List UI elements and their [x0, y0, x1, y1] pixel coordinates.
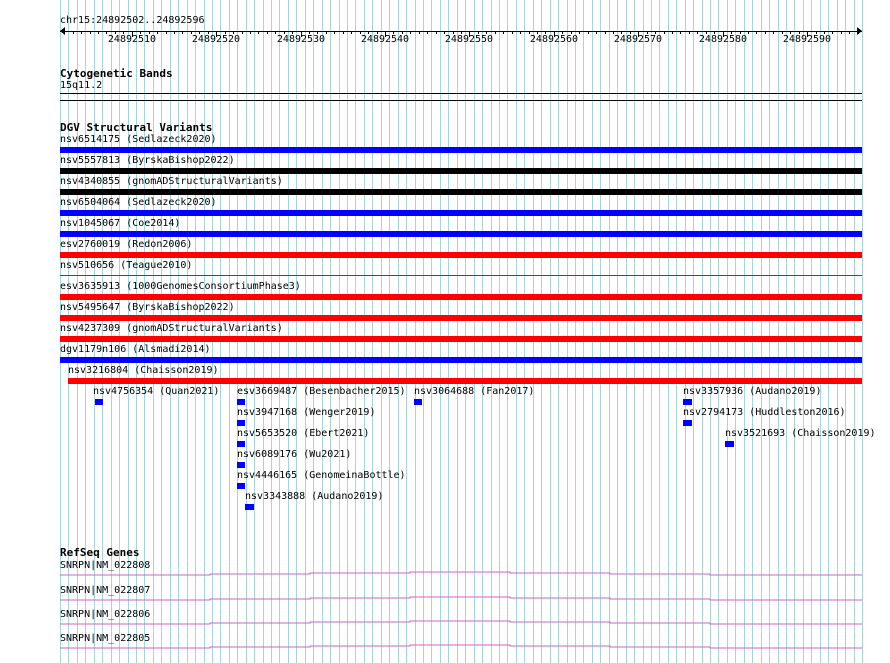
ruler-tick-label: 24892510 [107, 34, 157, 45]
ruler-minor-tick [334, 31, 335, 34]
ruler-minor-tick [427, 31, 428, 34]
dgv-track-title[interactable]: DGV Structural Variants [60, 121, 213, 134]
ruler-minor-tick [765, 31, 766, 34]
dgv-feature-bar[interactable] [60, 252, 862, 258]
dgv-feature-label[interactable]: nsv6089176 (Wu2021) [237, 449, 352, 460]
ruler-tick-label: 24892520 [191, 34, 241, 45]
cytoband-track-title[interactable]: Cytogenetic Bands [60, 67, 173, 80]
ruler-minor-tick [182, 31, 183, 34]
ruler-minor-tick [166, 31, 167, 34]
dgv-feature-bar[interactable] [414, 399, 422, 405]
dgv-feature-label[interactable]: nsv3216804 (Chaisson2019) [68, 365, 219, 376]
dgv-feature-label[interactable]: nsv510656 (Teague2010) [60, 260, 193, 271]
ruler-minor-tick [588, 31, 589, 34]
dgv-feature-label[interactable]: nsv4446165 (GenomeinaBottle) [237, 470, 406, 481]
ruler-minor-tick [267, 31, 268, 34]
dgv-feature-label[interactable]: esv3635913 (1000GenomesConsortiumPhase3) [60, 281, 301, 292]
ruler-minor-tick [664, 31, 665, 34]
dgv-feature-bar[interactable] [60, 147, 862, 153]
track-divider [60, 100, 862, 101]
ruler-minor-tick [275, 31, 276, 34]
dgv-feature-label[interactable]: nsv6504064 (Sedlazeck2020) [60, 197, 217, 208]
ruler-minor-tick [343, 31, 344, 34]
refseq-gene-label[interactable]: SNRPN|NM_022808 [60, 560, 151, 571]
dgv-feature-bar[interactable] [60, 336, 862, 342]
dgv-feature-label[interactable]: nsv5495647 (ByrskaBishop2022) [60, 302, 235, 313]
dgv-feature-bar[interactable] [237, 420, 245, 426]
dgv-feature-bar[interactable] [237, 399, 245, 405]
dgv-feature-bar[interactable] [95, 399, 103, 405]
ruler-minor-tick [258, 31, 259, 34]
ruler-tick-label: 24892570 [613, 34, 663, 45]
ruler-minor-tick [512, 31, 513, 34]
dgv-feature-label[interactable]: nsv6514175 (Sedlazeck2020) [60, 134, 217, 145]
position-label: chr15:24892502..24892596 [60, 15, 205, 26]
refseq-gene-line[interactable] [60, 644, 862, 650]
ruler-minor-tick [680, 31, 681, 34]
ruler-minor-tick [503, 31, 504, 34]
ruler-minor-tick [242, 31, 243, 34]
dgv-feature-bar[interactable] [237, 462, 245, 468]
ruler-minor-tick [596, 31, 597, 34]
ruler-minor-tick [436, 31, 437, 34]
dgv-feature-bar[interactable] [245, 504, 254, 510]
dgv-feature-bar[interactable] [60, 294, 862, 300]
ruler-minor-tick [773, 31, 774, 34]
ruler-minor-tick [157, 31, 158, 34]
ruler-minor-tick [689, 31, 690, 34]
dgv-feature-label[interactable]: nsv3064688 (Fan2017) [414, 386, 535, 397]
dgv-feature-label[interactable]: nsv4756354 (Quan2021) [93, 386, 220, 397]
ruler-tick-label: 24892580 [698, 34, 748, 45]
ruler-minor-tick [605, 31, 606, 34]
ruler-minor-tick [672, 31, 673, 34]
dgv-feature-bar[interactable] [237, 483, 245, 489]
ruler-minor-tick [579, 31, 580, 34]
refseq-gene-label[interactable]: SNRPN|NM_022807 [60, 585, 151, 596]
dgv-feature-bar[interactable] [60, 357, 862, 363]
dgv-feature-label[interactable]: dgv1179n106 (Alsmadi2014) [60, 344, 211, 355]
dgv-feature-label[interactable]: nsv3947168 (Wenger2019) [237, 407, 376, 418]
dgv-feature-bar[interactable] [60, 189, 862, 195]
dgv-feature-bar[interactable] [683, 420, 692, 426]
ruler-minor-tick [849, 31, 850, 34]
dgv-feature-bar[interactable] [60, 275, 862, 276]
ruler-tick-label: 24892540 [360, 34, 410, 45]
ruler-minor-tick [520, 31, 521, 34]
dgv-feature-label[interactable]: nsv5557813 (ByrskaBishop2022) [60, 155, 235, 166]
refseq-gene-line[interactable] [60, 620, 862, 626]
dgv-feature-bar[interactable] [60, 315, 862, 321]
refseq-gene-label[interactable]: SNRPN|NM_022806 [60, 609, 151, 620]
ruler-tick-label: 24892590 [782, 34, 832, 45]
ruler-minor-tick [419, 31, 420, 34]
ruler-minor-tick [73, 31, 74, 34]
dgv-feature-bar[interactable] [60, 210, 862, 216]
dgv-feature-bar[interactable] [683, 399, 692, 405]
ruler-minor-tick [410, 31, 411, 34]
ruler-minor-tick [748, 31, 749, 34]
ruler-minor-tick [832, 31, 833, 34]
ruler-minor-tick [98, 31, 99, 34]
dgv-feature-bar[interactable] [237, 441, 245, 447]
dgv-feature-label[interactable]: nsv3521693 (Chaisson2019) [725, 428, 876, 439]
dgv-feature-label[interactable]: nsv2794173 (Huddleston2016) [683, 407, 846, 418]
dgv-feature-label[interactable]: nsv5653520 (Ebert2021) [237, 428, 370, 439]
ruler-minor-tick [326, 31, 327, 34]
ruler-tick-label: 24892530 [276, 34, 326, 45]
dgv-feature-label[interactable]: nsv1045067 (Coe2014) [60, 218, 181, 229]
cytoband-label: 15q11.2 [60, 80, 103, 91]
refseq-gene-label[interactable]: SNRPN|NM_022805 [60, 633, 151, 644]
ruler-minor-tick [90, 31, 91, 34]
dgv-feature-label[interactable]: nsv4340855 (gnomADStructuralVariants) [60, 176, 283, 187]
ruler-minor-tick [106, 31, 107, 34]
refseq-track-title[interactable]: RefSeq Genes [60, 546, 140, 559]
ruler-minor-tick [64, 31, 65, 34]
dgv-feature-label[interactable]: nsv3357936 (Audano2019) [683, 386, 822, 397]
dgv-feature-bar[interactable] [60, 168, 862, 174]
dgv-feature-bar[interactable] [725, 441, 734, 447]
ruler-minor-tick [841, 31, 842, 34]
dgv-feature-label[interactable]: nsv3343888 (Audano2019) [245, 491, 384, 502]
ruler[interactable] [60, 26, 862, 46]
dgv-feature-label[interactable]: esv3669487 (Besenbacher2015) [237, 386, 406, 397]
ruler-minor-tick [174, 31, 175, 34]
ruler-minor-tick [250, 31, 251, 34]
dgv-feature-bar[interactable] [60, 231, 862, 237]
dgv-feature-bar[interactable] [68, 378, 862, 384]
ruler-minor-tick [81, 31, 82, 34]
dgv-feature-label[interactable]: esv2760019 (Redon2006) [60, 239, 193, 250]
refseq-gene-line[interactable] [60, 571, 862, 577]
ruler-minor-tick [697, 31, 698, 34]
ruler-tick-label: 24892560 [529, 34, 579, 45]
ruler-minor-tick [858, 31, 859, 34]
dgv-feature-label[interactable]: nsv4237309 (gnomADStructuralVariants) [60, 323, 283, 334]
ruler-minor-tick [495, 31, 496, 34]
ruler-minor-tick [756, 31, 757, 34]
ruler-minor-tick [351, 31, 352, 34]
refseq-gene-line[interactable] [60, 596, 862, 602]
ruler-tick-label: 24892550 [444, 34, 494, 45]
cytoband-line [60, 93, 862, 94]
